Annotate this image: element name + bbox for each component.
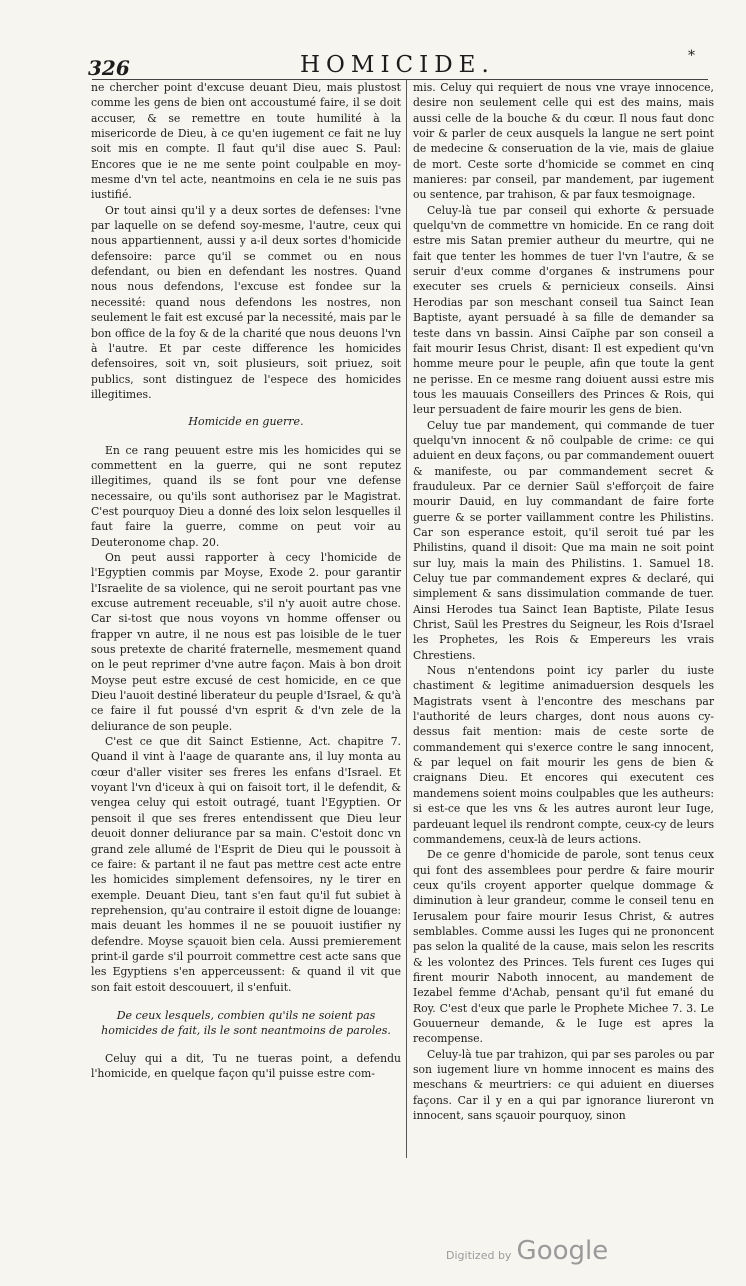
page-mark: * xyxy=(688,48,695,64)
column-divider xyxy=(406,80,407,1158)
digitization-watermark xyxy=(446,1236,608,1266)
paragraph: mis. Celuy qui requiert de nous vne vraye innocence, desire non seulement celle qui est des mains, mais aussi celle de la bouche & du cœur. Il nous faut donc voir & parler de ceux ausquels la langue ne sert point de medecine & conseruation de la vie, mais de glaiue de mort. Ceste sorte d'homicide se commet en cinq manieres: par conseil, par mandement, par iugement ou sentence, par trahison, & par faux tesmoignage. xyxy=(413,81,714,202)
paragraph: Nous n'entendons point icy parler du iuste chastiment & legitime animaduersion desquels les Magistrats vsent à l'encontre des meschans par l'authorité de leurs charges, dont nous auons cy-dessus fait mention: mais de ceste sorte de commandement qui s'exerce contre le sang innocent, & par lequel on fait mourir les gens de bien & craignans Dieu. Et encores qui executent ces mandemens soient moins coulpables que les autheurs: si est-ce que les vns & les autres auront leur Iuge, pardeuant lequel ils rendront compte, ceux-cy de leurs commandemens, ceux-là de leurs actions. xyxy=(413,664,714,846)
watermark-prefix: Digitized by xyxy=(446,1249,512,1262)
section-heading: De ceux lesquels, combien qu'ils ne soient pas homicides de fait, ils le sont neantmoins de paroles. xyxy=(101,1008,391,1037)
watermark-brand: Google xyxy=(516,1236,609,1266)
section-heading: Homicide en guerre. xyxy=(188,415,304,429)
paragraph: On peut aussi rapporter à cecy l'homicide de l'Egyptien commis par Moyse, Exode 2. pour garantir l'Israelite de sa violence, qui ne seroit pourtant pas vne excuse autrement receuable, s'il n'y auoit autre chose. Car si-tost que nous voyons vn homme offenser ou frapper vn autre, il ne nous est pas loisible de le tuer sous pretexte de charité fraternelle, mesmement quand on le peut reprimer d'vne autre façon. Mais à bon droit Moyse peut estre excusé de cest homicide, en ce que Dieu l'auoit destiné liberateur du peuple d'Israel, & qu'à ce faire il fut poussé d'vn esprit & d'vn zele de la deliurance de son peuple. xyxy=(91,550,401,733)
paragraph: Celuy-là tue par conseil qui exhorte & persuade quelqu'vn de commettre vn homicide. En ce rang doit estre mis Satan premier autheur du meurtre, qui ne fait que tenter les hommes de tuer l'vn l'autre, & se seruir d'eux comme d'organes & instrumens pour executer ses cruels & pernicieux conseils. Ainsi Herodias par son meschant conseil tua Sainct Iean Baptiste, ayant persuadé à sa fille de demander sa teste dans vn bassin. Ainsi Caïphe par son conseil a fait mourir Iesus Christ, disant: Il est expedient qu'vn homme meure pour le peuple, afin que toute la gent ne perisse. En ce mesme rang doiuent aussi estre mis tous les mauuais Conseillers des Princes & Rois, qui leur persuadent de faire mourir les gens de bien. xyxy=(413,203,714,417)
paragraph: Or tout ainsi qu'il y a deux sortes de defenses: l'vne par laquelle on se defend soy-mesme, l'autre, ceux qui nous appartiennent, aussi y a-il deux sortes d'homicide defensoire: parce qu'il se commet ou en nous defendant, ou bien en defendant les nostres. Quand nous nous defendons, l'excuse est fondee sur la necessité: quand nous defendons les nostres, non seulement le fait est excusé par la necessité, mais par le bon office de la foy & de la charité que nous deuons l'vn à l'autre. Et par ceste difference les homicides defensoires, soit vn, soit plusieurs, soit priuez, soit publics, sont distinguez de l'espece des homicides illegitimes. xyxy=(91,203,401,401)
paragraph: Celuy-là tue par trahizon, qui par ses paroles ou par son iugement liure vn homme innocent es mains des meschans & meurtriers: ce qui aduient en diuerses façons. Car il y en a qui par ignorance liureront vn innocent, sans sçauoir pourquoy, sinon xyxy=(413,1047,714,1123)
right-column xyxy=(413,80,714,1123)
paragraph: Celuy qui a dit, Tu ne tueras point, a defendu l'homicide, en quelque façon qu'il puisse estre com- xyxy=(91,1051,401,1081)
paragraph: En ce rang peuuent estre mis les homicides qui se commettent en la guerre, qui ne sont reputez illegitimes, quand ils se font pour vne defense necessaire, ou qu'ils sont authorisez par le Magistrat. C'est pourquoy Dieu a donné des loix selon lesquelles il faut faire la guerre, comme on peut voir au Deuteronome chap. 20. xyxy=(91,443,401,549)
paragraph: Celuy tue par mandement, qui commande de tuer quelqu'vn innocent & nõ coulpable de crime: ce qui aduient en deux façons, ou par commandement ouuert & manifeste, ou par commandement secret & frauduleux. Par ce dernier Saül s'efforçoit de faire mourir Dauid, en luy commandant de faire forte guerre & se porter vaillamment contre les Philistins. Car son esperance estoit, qu'il seroit tué par les Philistins, quand il disoit: Que ma main ne soit point sur luy, mais la main des Philistins. 1. Samuel 18. Celuy tue par commandement expres & declaré, qui simplement & sans dissimulation commande de tuer. Ainsi Herodes tua Sainct Iean Baptiste, Pilate Iesus Christ, Saül les Prestres du Seigneur, les Rois d'Israel les Prophetes, les Rois & Empereurs les vrais Chrestiens. xyxy=(413,418,714,662)
paragraph: De ce genre d'homicide de parole, sont tenus ceux qui font des assemblees pour perdre & faire mourir ceux qu'ils croyent apporter quelque dommage & diminution à leur grandeur, comme le conseil tenu en Ierusalem pour faire mourir Iesus Christ, & autres semblables. Comme aussi les Iuges qui ne prononcent pas selon la qualité de la cause, mais selon les rescrits & les volontez des Princes. Tels furent ces Iuges qui firent mourir Naboth innocent, au mandement de Iezabel femme d'Achab, pensant qu'il fut emané du Roy. C'est d'eux que parle le Prophete Michee 7. 3. Le Gouuerneur demande, & le Iuge est apres la recompense. xyxy=(413,848,714,1046)
running-title: HOMICIDE. xyxy=(300,52,495,78)
page-number: 326 xyxy=(88,56,130,80)
left-column xyxy=(91,80,401,1082)
paragraph: ne chercher point d'excuse deuant Dieu, mais plustost comme les gens de bien ont accoustumé faire, il se doit accuser, & se remettre en toute humilité à la misericorde de Dieu, à ce qu'en iugement ce fait ne luy soit mis en compte. Il faut qu'il dise auec S. Paul: Encores que ie ne me sente point coulpable en moy-mesme d'vn tel acte, neantmoins en cela ie ne suis pas iustifié. xyxy=(91,81,401,202)
paragraph: C'est ce que dit Sainct Estienne, Act. chapitre 7. Quand il vint à l'aage de quarante ans, il luy monta au cœur d'aller visiter ses freres les enfans d'Israel. Et voyant l'vn d'iceux à qui on faisoit tort, il le defendit, & vengea celuy qui estoit outragé, tuant l'Egyptien. Or pensoit il que ses freres entendissent que Dieu leur deuoit donner deliurance par sa main. C'estoit donc vn grand zele allumé de l'Esprit de Dieu qui le poussoit à ce faire: & partant il ne faut pas mettre cest acte entre les homicides simplement defensoires, ny le tirer en exemple. Deuant Dieu, tant s'en faut qu'il fut subiet à reprehension, qu'au contraire il estoit digne de louange: mais deuant les hommes il ne se pouuoit iustifier ny defendre. Moyse sçauoit bien cela. Aussi premierement print-il garde s'il pourroit commettre cest acte sans que les Egyptiens s'en apperceussent: & quand il vit que son fait estoit descouuert, il s'enfuit. xyxy=(91,735,401,994)
